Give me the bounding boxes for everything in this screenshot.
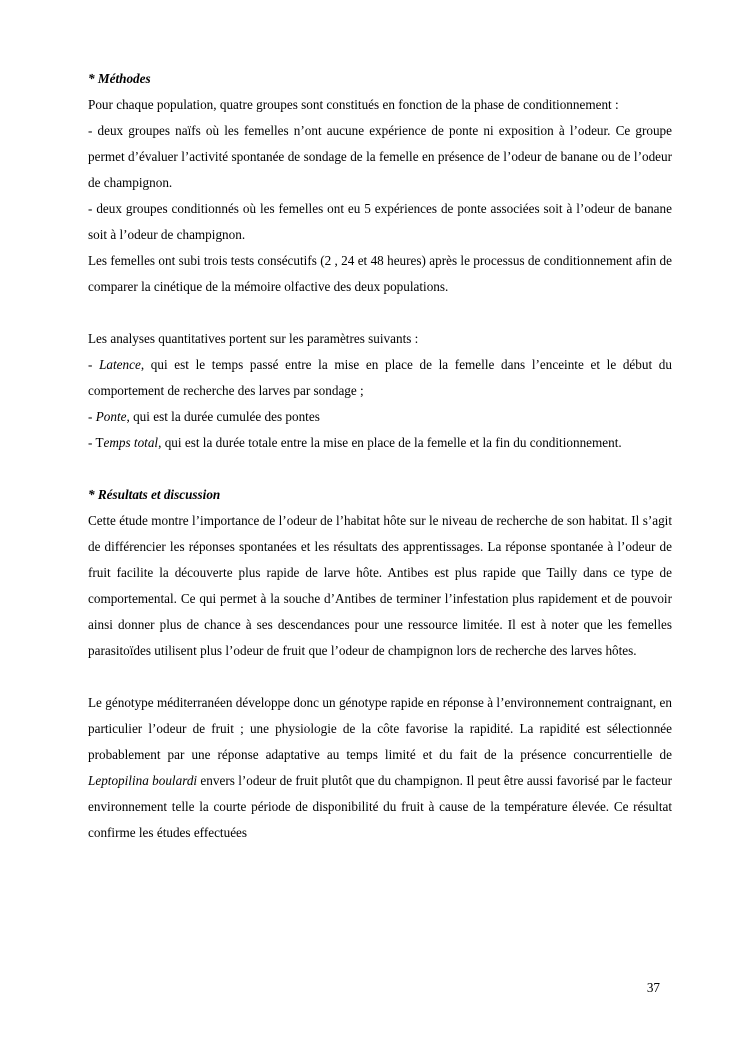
methods-intro-paragraph: Pour chaque population, quatre groupes sont constitués en fonction de la phase de conditionnement : [88, 97, 619, 112]
ponte-item [88, 404, 672, 430]
temps-total-definition: , qui est la durée totale entre la mise en place de la femelle et la fin du conditionnement. [158, 435, 622, 450]
species-name: Leptopilina boulardi [88, 773, 198, 788]
naive-groups-item: - deux groupes naïfs où les femelles n’ont aucune expérience de ponte ni exposition à l’odeur. Ce groupe permet d’évaluer l’activité spontanée de sondage de la femelle en présence de l’odeur de banane ou de l’odeur de champignon. [88, 123, 672, 190]
paragraph-spacer [88, 456, 672, 482]
conditioned-groups-item: - deux groupes conditionnés où les femelles ont eu 5 expériences de ponte associées soit à l’odeur de banane soit à l’odeur de champignon. [88, 201, 672, 242]
page-number: 37 [646, 980, 660, 995]
latence-item [88, 352, 672, 404]
ponte-definition: , qui est la durée cumulée des pontes [126, 409, 320, 424]
tests-paragraph: Les femelles ont subi trois tests consécutifs (2 , 24 et 48 heures) après le processus de conditionnement afin de comparer la cinétique de la mémoire olfactive des deux populations. [88, 253, 672, 294]
temps-total-bullet: - T [88, 435, 104, 450]
temps-total-item [88, 430, 672, 456]
ponte-term: Ponte [95, 409, 127, 424]
results-paragraph-2-start: Le génotype méditerranéen développe donc un génotype rapide en réponse à l’environnement contraignant, en particulier l’odeur de fruit ; une physiologie de la côte favorise la rapidité. La rapidité est sélectionnée probablement par une réponse adaptative au temps limité et du fait de la présence concurrentielle de [88, 695, 672, 762]
latence-definition: , qui est le temps passé entre la mise en place de la femelle dans l’enceinte et le début du comportement de recherche des larves par sondage ; [88, 357, 672, 398]
results-paragraph-2-end: envers l’odeur de fruit plutôt que du champignon. Il peut être aussi favorisé par le facteur environnement telle la courte période de disponibilité du fruit à cause de la température élevée. Ce résultat confirme les études effectuées [88, 773, 672, 840]
analyses-intro: Les analyses quantitatives portent sur les paramètres suivants : [88, 331, 419, 346]
paragraph-spacer [88, 664, 672, 690]
ponte-bullet: - [88, 409, 96, 424]
latence-term: Latence [99, 357, 141, 372]
latence-bullet: - [88, 357, 100, 372]
page-body [88, 66, 672, 846]
methods-heading: * Méthodes [88, 71, 151, 86]
results-paragraph-1: Cette étude montre l’importance de l’odeur de l’habitat hôte sur le niveau de recherche de son habitat. Il s’agit de différencier les réponses spontanées et les résultats des apprentissages. La réponse spontanée à l’odeur de fruit facilite la découverte plus rapide de larve hôte. Antibes est plus rapide que Tailly dans ce type de comportemental. Ce qui permet à la souche d’Antibes de terminer l’infestation plus rapidement et de pouvoir ainsi donner plus de chance à ses descendances pour une ressource limitée. Il est à noter que les femelles parasitoïdes utilisent plus l’odeur de fruit que l’odeur de champignon lors de recherche des larves hôtes. [88, 513, 672, 658]
paragraph-spacer [88, 300, 672, 326]
results-paragraph-2 [88, 690, 672, 846]
results-heading: * Résultats et discussion [88, 487, 221, 502]
temps-total-term: emps total [103, 435, 159, 450]
